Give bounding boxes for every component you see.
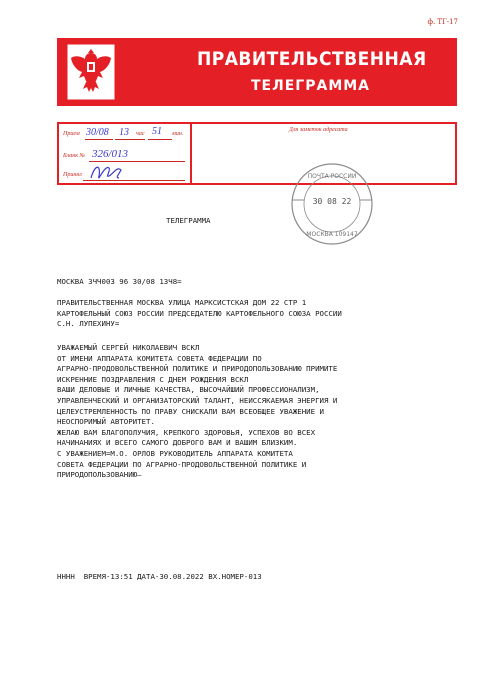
date-handwritten: 30/08 — [86, 127, 109, 138]
address-line: С.Н. ЛУПЕХИНУ= — [57, 319, 120, 329]
telegram-banner — [57, 38, 457, 106]
body-line: НАЧИНАНИЯХ И ВСЕГО САМОГО ДОБРОГО ВАМ И ВАШИМ БЛИЗКИМ. — [57, 438, 298, 448]
banner-subtitle: ТЕЛЕГРАММА — [251, 78, 371, 94]
blank-number-handwritten: 326/013 — [92, 148, 129, 160]
body-line: ОТ ИМЕНИ АППАРАТА КОМИТЕТА СОВЕТА ФЕДЕРАЦИИ ПО — [57, 353, 262, 363]
body-line: ПРИРОДОПОЛЬЗОВАНИЮ— — [57, 470, 142, 480]
address-block — [57, 298, 342, 330]
body-line: С УВАЖЕНИЕМ=М.О. ОРЛОВ РУКОВОДИТЕЛЬ АППАРАТА КОМИТЕТА — [57, 448, 293, 458]
prinyal-label: Принял — [63, 172, 82, 178]
stamp-top-text: ПОЧТА РОССИИ — [307, 173, 357, 180]
chas-label: час — [136, 131, 145, 137]
message-body — [57, 343, 337, 481]
stamp-bottom-text: МОСКВА 109147 — [306, 231, 358, 238]
hour-handwritten: 13 — [119, 127, 129, 138]
body-line: УВАЖАЕМЫЙ СЕРГЕЙ НИКОЛАЕВИЧ ВСКЛ — [57, 343, 200, 352]
body-line: ИСКРЕННИЕ ПОЗДРАВЛЕНИЯ С ДНЕМ РОЖДЕНИЯ ВСКЛ — [57, 374, 249, 384]
body-line: ВАШИ ДЕЛОВЫЕ И ЛИЧНЫЕ КАЧЕСТВА, ВЫСОЧАЙШИЙ ПРОФЕССИОНАЛИЗМ, — [57, 385, 320, 395]
date-line — [85, 139, 113, 140]
blank-number-label: Бланк № — [63, 153, 86, 159]
form-code: ф. ТГ-17 — [427, 18, 458, 26]
reception-divider — [190, 124, 192, 183]
operator-signature-icon — [87, 160, 127, 184]
body-line: УПРАВЛЕНЧЕСКИЙ И ОРГАНИЗАТОРСКИЙ ТАЛАНТ, НЕИССЯКАЕМАЯ ЭНЕРГИЯ И — [57, 395, 338, 405]
hour-line — [115, 139, 145, 140]
banner-title: ПРАВИТЕЛЬСТВЕННАЯ — [197, 48, 427, 70]
prinyat-label: Прием — [63, 131, 80, 137]
min-label: мин. — [172, 131, 184, 137]
min-line — [148, 139, 172, 140]
body-line: ЖЕЛАЮ ВАМ БЛАГОПОЛУЧИЯ, КРЕПКОГО ЗДОРОВЬЯ, УСПЕХОВ ВО ВСЕХ — [57, 427, 316, 437]
body-line: АГРАРНО-ПРОДОВОЛЬСТВЕННОЙ ПОЛИТИКЕ И ПРИРОДОПОЛЬЗОВАНИЮ ПРИМИТЕ — [57, 364, 338, 374]
eagle-emblem-icon — [67, 44, 115, 100]
telegram-header-line: МОСКВА 3ЧЧ003 96 30/08 13Ч8= — [57, 277, 182, 286]
address-line: ПРАВИТЕЛЬСТВЕННАЯ МОСКВА УЛИЦА МАРКСИСТСКАЯ ДОМ 22 СТР 1 — [57, 298, 307, 307]
postal-stamp-icon — [288, 160, 376, 248]
addressee-notes-label: Для заметок адресата — [289, 127, 348, 133]
body-line: ЦЕЛЕУСТРЕМЛЕННОСТЬ ПО ПРАВУ СНИСКАЛИ ВАМ ВСЕОБЩЕЕ УВАЖЕНИЕ И — [57, 406, 324, 416]
reception-box — [57, 122, 457, 185]
stamp-date: 30 08 22 — [312, 197, 352, 206]
min-handwritten: 51 — [152, 126, 162, 137]
body-line: СОВЕТА ФЕДЕРАЦИИ ПО АГРАРНО-ПРОДОВОЛЬСТВЕННОЙ ПОЛИТИКЕ И — [57, 459, 307, 469]
body-line: НЕОСПОРИМЫЙ АВТОРИТЕТ. — [57, 417, 155, 427]
address-line: КАРТОФЕЛЬНЫЙ СОЮЗ РОССИИ ПРЕДСЕДАТЕЛЮ КАРТОФЕЛЬНОГО СОЮЗА РОССИИ — [57, 308, 342, 318]
telegram-footer-line: НННН ВРЕМЯ-13:51 ДАТА-30.08.2022 ВХ.НОМЕР-013 — [57, 572, 262, 581]
telegram-heading: ТЕЛЕГРАММА — [166, 216, 211, 225]
